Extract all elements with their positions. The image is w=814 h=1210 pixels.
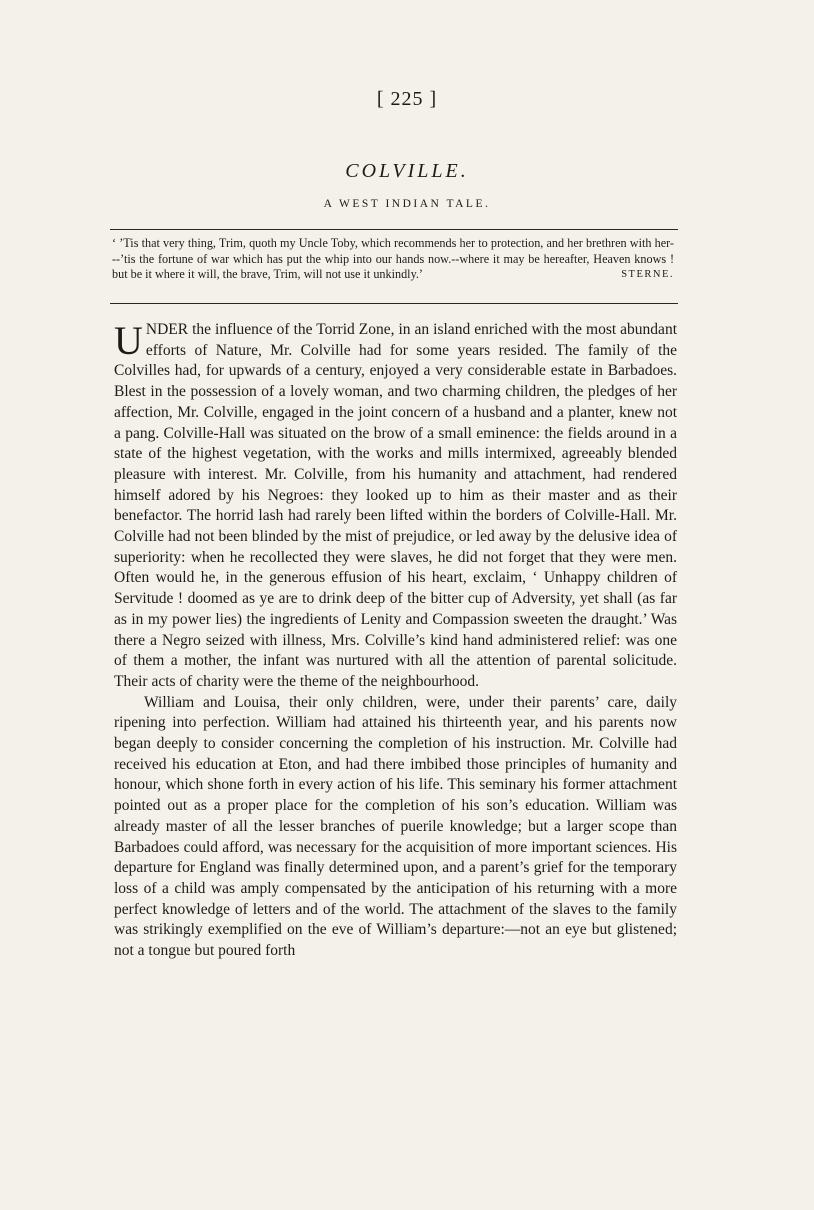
page-number: [ 225 ] xyxy=(376,88,438,110)
drop-cap: U xyxy=(114,318,143,363)
epigraph xyxy=(112,236,674,283)
epigraph-text: ‘ ’Tis that very thing, Trim, quoth my Uncle Toby, which recommends her to protection, and her brethren with her---’tis the fortune of war which has put the whip into our hands now.--where it may be hereafter, Heaven knows ! but be it where it will, the brave, Trim, will not use it unkindly.’ xyxy=(112,236,674,281)
story-subtitle: A WEST INDIAN TALE. xyxy=(323,198,491,210)
paragraph-2: William and Louisa, their only children, were, under their parents’ care, daily ripening into perfection. William had attained his thirteenth year, and his parents now began deeply to consider concerning the completion of his instruction. Mr. Colville had received his education at Eton, and had there imbibed those principles of humanity and honour, which shone forth in every action of his life. This seminary his former attachment pointed out as a proper place for the completion of his son’s education. William was already master of all the lesser branches of puerile knowledge; but a larger scope than Barbadoes could afford, was necessary for the acquisition of more important sciences. His departure for England was finally determined upon, and a parent’s grief for the temporary loss of a child was amply compensated by the anticipation of his returning with a more perfect knowledge of letters and of the world. The attachment of the slaves to the family was strikingly exemplified on the eve of William’s departure:—not an eye but glistened; not a tongue but poured forth xyxy=(114,693,677,960)
epigraph-bottom-rule xyxy=(110,303,678,304)
paragraph-1-text: NDER the influence of the Torrid Zone, in an island enriched with the most abundant efforts of Nature, Mr. Colville had for some years resided. The family of the Colvilles had, for upwards of a century, enjoyed a very considerable estate in Barbadoes. Blest in the possession of a lovely woman, and two charming children, the pledges of her affection, Mr. Colville, engaged in the joint concern of a husband and a planter, knew not a pang. Colville-Hall was situated on the brow of a small eminence: the fields around in a state of the highest vegetation, with the works and mills intermixed, agreeably blended pleasure with interest. Mr. Colville, from his humanity and attachment, had rendered himself adored by his Negroes: they looked up to him as their master and as their benefactor. The horrid lash had rarely been lifted within the borders of Colville-Hall. Mr. Colville had not been blinded by the mist of prejudice, or led away by the delusive idea of superiority: when he recollected they were slaves, he did not forget that they were men. Often would he, in the generous effusion of his heart, exclaim, ‘ Unhappy children of Servitude ! doomed as ye are to drink deep of the bitter cup of Adversity, yet shall (as far as in my power lies) the ingredients of Lenity and Compassion sweeten the draught.’ Was there a Negro seized with illness, Mrs. Colville’s kind hand administered relief: was one of them a mother, the infant was nurtured with all the attention of parental solicitude. Their acts of charity were the theme of the neighbourhood. xyxy=(114,321,677,690)
epigraph-top-rule xyxy=(110,229,678,230)
paragraph-1 xyxy=(114,320,677,693)
story-body xyxy=(114,320,677,962)
epigraph-attribution: STERNE. xyxy=(621,269,674,280)
story-title: COLVILLE. xyxy=(345,160,469,182)
